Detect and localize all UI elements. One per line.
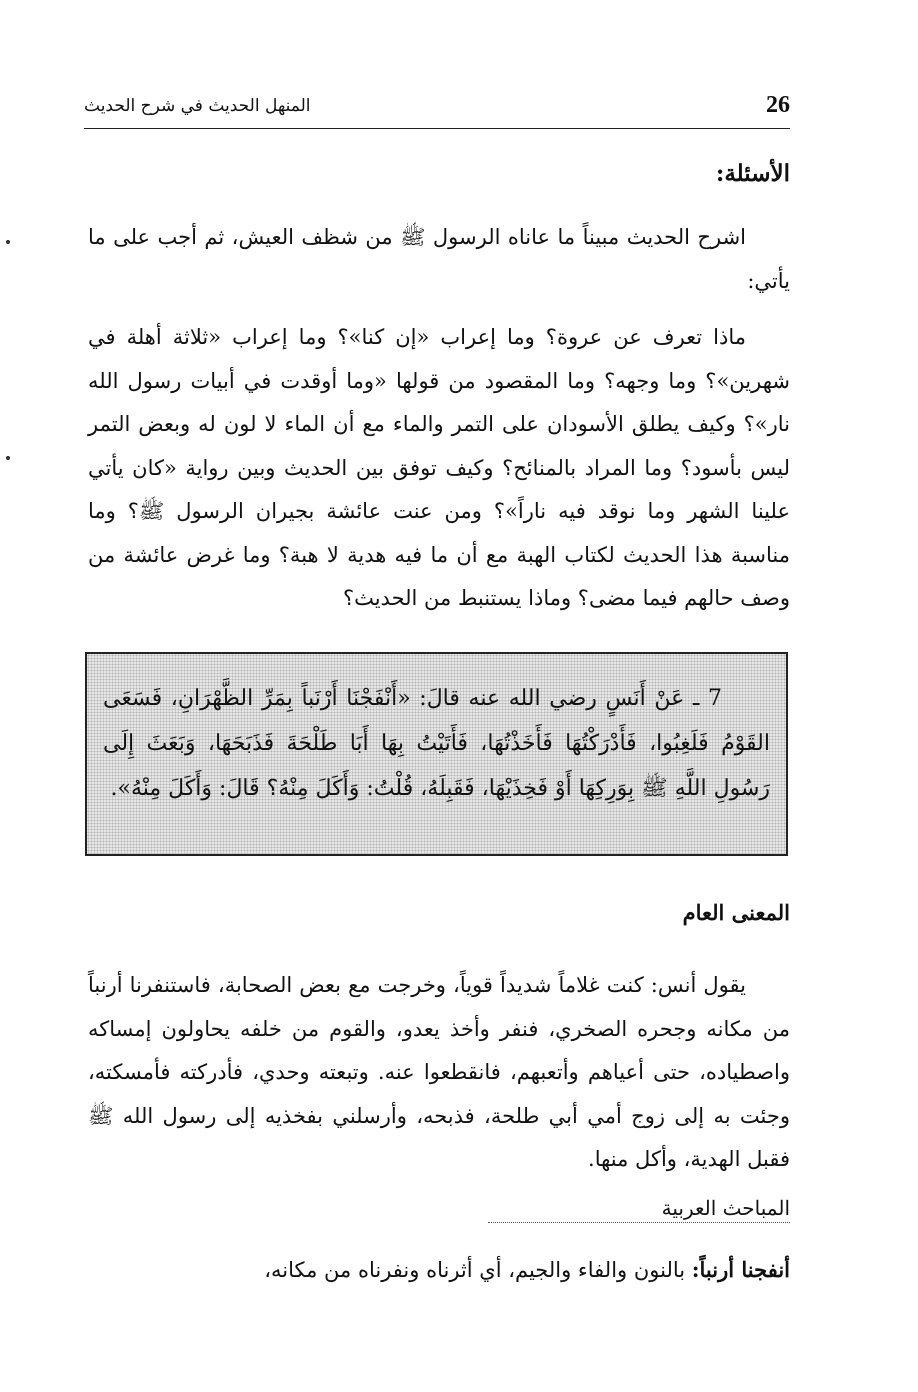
page-number: 26: [766, 92, 790, 118]
running-title: المنهل الحديث في شرح الحديث: [84, 96, 311, 116]
margin-mark-middle: [6, 456, 10, 460]
hadith-box: [85, 652, 788, 856]
questions-intro: اشرح الحديث مبيناً ما عاناه الرسول ﷺ من شظف العيش، ثم أجب على ما يأتي:: [88, 225, 790, 293]
arabic-studies-title: المباحث العربية: [661, 1196, 790, 1220]
questions-heading: الأسئلة:: [715, 160, 790, 187]
defined-term: أنفجنا أرنباً:: [691, 1257, 790, 1282]
margin-mark-top: [6, 240, 10, 244]
section-divider: [488, 1222, 790, 1223]
general-meaning-text: يقول أنس: كنت غلاماً شديداً قوياً، وخرجت مع بعض الصحابة، فاستنفرنا أرنباً من مكانه وجحره الصخري، فنفر وأخذ يعدو، والقوم من خلفه يحاولون إمساكه واصطياده، حتى أعياهم وأتعبهم، فانقطعوا عنه. وتبعته وحدي، فأدركته فأمسكته، وجئت به إلى زوج أمي أبي طلحة، فذبحه، وأرسلني بفخذيه إلى رسول الله ﷺ فقبل الهدية، وأكل منها.: [88, 973, 790, 1171]
general-meaning-title: المعنى العام: [682, 900, 790, 925]
term-definition: بالنون والفاء والجيم، أي أثرناه ونفرناه من مكانه،: [264, 1258, 692, 1282]
page-header: [84, 88, 790, 129]
questions-body: ماذا تعرف عن عروة؟ وما إعراب «إن كنا»؟ وما إعراب «ثلاثة أهلة في شهرين»؟ وما وجهه؟ وما المقصود من قولها «وما أوقدت في أبيات رسول الله نار»؟ وكيف يطلق الأسودان على التمر والماء مع أن الماء لا لون له وبعض التمر ليس بأسود؟ وما المراد بالمنائح؟ وكيف توفق بين الحديث وبين رواية «كان يأتي علينا الشهر وما نوقد فيه ناراً»؟ ومن عنت عائشة بجيران الرسول ﷺ؟ وما مناسبة هذا الحديث لكتاب الهبة مع أن ما فيه هدية لا هبة؟ وما غرض عائشة من وصف حالهم فيما مضى؟ وماذا يستنبط من الحديث؟: [88, 325, 790, 610]
hadith-text: 7 ـ عَنْ أَنَسٍ رضي الله عنه قالَ: «أَنْفَجْنَا أَرْنَباً بِمَرِّ الظَّهْرَانِ، فَسَعَى القَوْمُ فَلَغِبُوا، فَأَدْرَكْتُهَا فَأَخَذْتُهَا، فَأَتَيْتُ بِهَا أَبَا طَلْحَةَ فَذَبَحَهَا، وَبَعَثَ إِلَى رَسُولِ اللَّهِ ﷺ بِوَرِكِهَا أَوْ فَخِذَيْهَا، فَقَبِلَهُ، قُلْتُ: وَأَكَلَ مِنْهُ؟ قَالَ: وَأَكَلَ مِنْهُ».: [103, 686, 770, 801]
definition-line: [88, 1248, 790, 1292]
